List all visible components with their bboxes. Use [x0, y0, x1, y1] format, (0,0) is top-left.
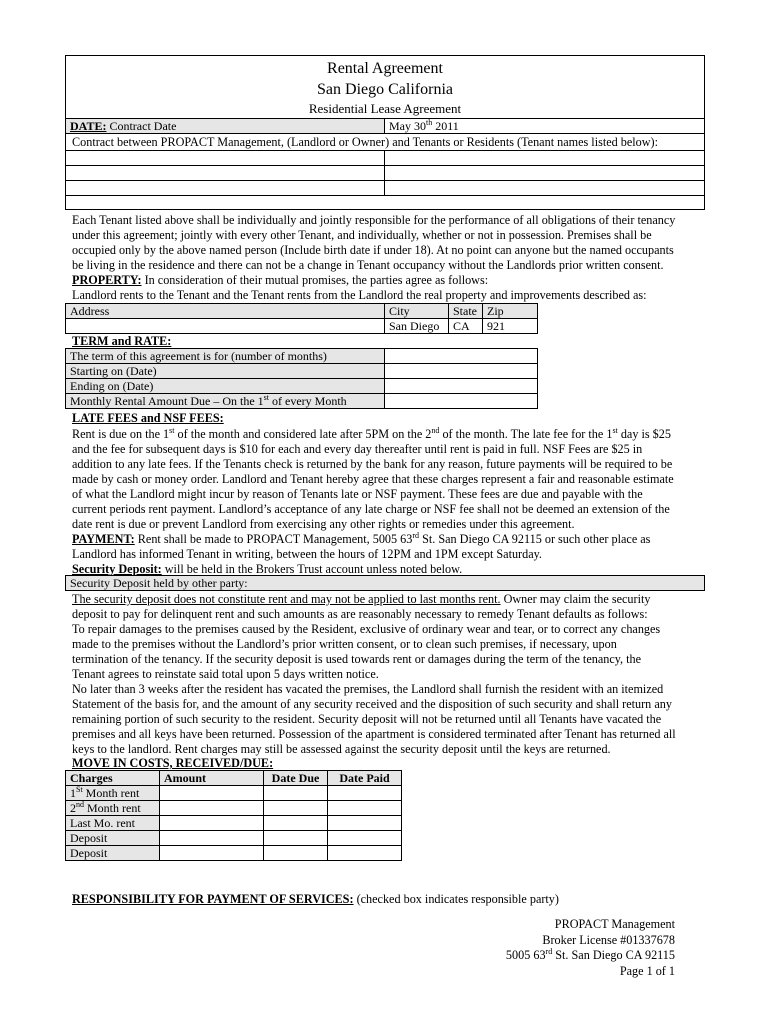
table-row [66, 801, 402, 816]
charge-label: Deposit [66, 846, 160, 861]
zip-header: Zip [483, 304, 538, 319]
late-fees-line: addition to any late fees. If the Tenants check is returned by the bank for any reason, future payments will be required to be [72, 457, 673, 471]
date-due-cell[interactable] [264, 786, 328, 801]
move-in-heading: MOVE IN COSTS, RECEIVED/DUE: [72, 756, 274, 770]
table-row [66, 831, 402, 846]
state-value[interactable]: CA [449, 319, 483, 334]
footer-address: 5005 63rd St. San Diego CA 92115 [505, 946, 675, 962]
end-date-label: Ending on (Date) [66, 379, 385, 394]
late-fees-line: date rent is due or prevent Landlord from exercising any other rights or remedies under this agreement. [72, 517, 575, 531]
date-due-cell[interactable] [264, 801, 328, 816]
monthly-rent-value[interactable] [385, 394, 538, 409]
date-due-cell[interactable] [264, 831, 328, 846]
late-fees-line: current periods rent payment. Landlord’s acceptance of any late charge or NSF fee shall not be deemed an extension of the [72, 502, 670, 516]
charge-label: Last Mo. rent [66, 816, 160, 831]
security-text-line: No later than 3 weeks after the resident has vacated the premises, the Landlord shall furnish the resident with an itemized [72, 682, 664, 696]
start-date-value[interactable] [385, 364, 538, 379]
security-text-line: Statement of the basis for, and the amount of any security received and the disposition of such security and shall return any [72, 697, 672, 711]
security-text-line: remaining portion of such security to the resident. Security deposit will not be returned until all Tenants have vacated the [72, 712, 662, 726]
date-due-cell[interactable] [264, 816, 328, 831]
amount-cell[interactable] [160, 786, 264, 801]
charge-label: 1St Month rent [66, 786, 160, 801]
date-paid-header: Date Paid [328, 771, 402, 786]
tenant-names-table [65, 150, 705, 196]
tenant-name-cell[interactable] [66, 181, 385, 196]
table-row [66, 846, 402, 861]
document-title: Rental Agreement [327, 60, 443, 77]
date-label: DATE: [70, 119, 107, 133]
table-row [66, 786, 402, 801]
date-paid-cell[interactable] [328, 831, 402, 846]
security-text-line: termination of the tenancy. If the security deposit is used towards rent or damages during the term of the tenancy, the [72, 652, 642, 666]
date-paid-cell[interactable] [328, 816, 402, 831]
property-line-2: Landlord rents to the Tenant and the Tenant rents from the Landlord the real property and improvements described as: [72, 288, 647, 302]
late-fees-line: and the fee for subsequent days is $10 for each and every day thereafter until rent is paid in full. NSF Fees are $25 in [72, 442, 643, 456]
footer-page-number: Page 1 of 1 [619, 964, 675, 978]
document-subtitle: San Diego California [317, 81, 453, 98]
security-text-line: made to the premises without the Landlord’s prior written consent, or to clean such premises, if necessary, upon [72, 637, 617, 651]
city-value[interactable]: San Diego [385, 319, 449, 334]
tenant-name-cell[interactable] [385, 151, 705, 166]
date-due-header: Date Due [264, 771, 328, 786]
late-fees-line: made by cash or money order. Landlord and Tenant hereby agree that these charges represent a fair and reasonable estimate [72, 472, 674, 486]
amount-header: Amount [160, 771, 264, 786]
security-text-line: The security deposit does not constitute rent and may not be applied to last months rent. Owner may claim the security [72, 592, 651, 606]
tenant-name-cell[interactable] [385, 166, 705, 181]
term-heading: TERM and RATE: [72, 334, 172, 348]
tenant-paragraph-line: be living in the residence and there can not be a change in Tenant occupancy without the Landlords prior written consent. [72, 258, 664, 272]
security-text-line: deposit to pay for delinquent rent and such amounts as are reasonably necessary to remedy Tenant defaults as follows: [72, 607, 648, 621]
date-label-rest: Contract Date [106, 119, 177, 133]
tenant-name-cell[interactable] [385, 181, 705, 196]
term-table [65, 348, 538, 409]
security-text-line: keys to the landlord. Rent charges may still be assessed against the security deposit until the keys are returned. [72, 742, 611, 756]
tenant-paragraph-line: under this agreement; jointly with every other Tenant, and individually, whether or not in possession. Premises shall be [72, 228, 652, 242]
footer-company: PROPACT Management [554, 917, 675, 931]
zip-value[interactable]: 921 [483, 319, 538, 334]
move-in-table [65, 770, 402, 861]
date-table [65, 118, 705, 134]
security-text-line: Tenant agrees to reinstate said total upon 5 days written notice. [72, 667, 379, 681]
payment-line-2: Landlord has informed Tenant in writing, between the hours of 12PM and 1PM except Saturday. [72, 547, 542, 561]
tenant-name-cell[interactable] [66, 166, 385, 181]
late-fees-line: Rent is due on the 1st of the month and considered late after 5PM on the 2nd of the month. The late fee for the 1st day is $25 [72, 425, 671, 441]
late-fees-line: of what the Landlord might incur by reason of Tenants late or NSF payment. These fees are due and payable with the [72, 487, 643, 501]
security-text-line: To repair damages to the premises caused by the Resident, exclusive of ordinary wear and tear, or to correct any changes [72, 622, 661, 636]
term-months-value[interactable] [385, 349, 538, 364]
address-header: Address [66, 304, 385, 319]
document-type: Residential Lease Agreement [308, 101, 462, 116]
date-paid-cell[interactable] [328, 801, 402, 816]
monthly-rent-label: Monthly Rental Amount Due – On the 1st of every Month [66, 394, 385, 409]
city-header: City [385, 304, 449, 319]
property-heading: PROPERTY: [72, 273, 142, 287]
payment-heading: PAYMENT: [72, 532, 135, 546]
date-paid-cell[interactable] [328, 846, 402, 861]
amount-cell[interactable] [160, 831, 264, 846]
date-paid-cell[interactable] [328, 786, 402, 801]
end-date-value[interactable] [385, 379, 538, 394]
term-months-label: The term of this agreement is for (number of months) [66, 349, 385, 364]
payment-line: PAYMENT: Rent shall be made to PROPACT Management, 5005 63rd St. San Diego CA 92115 or such other place as [72, 530, 651, 546]
date-due-cell[interactable] [264, 846, 328, 861]
responsibility-heading: RESPONSIBILITY FOR PAYMENT OF SERVICES: [72, 892, 354, 906]
charge-label: 2nd Month rent [66, 801, 160, 816]
security-held-label: Security Deposit held by other party: [66, 576, 705, 591]
charge-label: Deposit [66, 831, 160, 846]
tenant-paragraph-line: occupied only by the above named person (Include birth date if under 18). At no point can anyone but the named occupants [72, 243, 674, 257]
security-heading: Security Deposit: [72, 562, 162, 576]
late-fees-heading: LATE FEES and NSF FEES: [72, 411, 224, 425]
amount-cell[interactable] [160, 846, 264, 861]
start-date-label: Starting on (Date) [66, 364, 385, 379]
state-header: State [449, 304, 483, 319]
contract-between: Contract between PROPACT Management, (Landlord or Owner) and Tenants or Residents (Tenant names listed below): [72, 135, 658, 149]
responsibility-line: RESPONSIBILITY FOR PAYMENT OF SERVICES: (checked box indicates responsible party) [72, 892, 559, 906]
property-table [65, 303, 538, 334]
address-value[interactable] [66, 319, 385, 334]
property-line: PROPERTY: In consideration of their mutual promises, the parties agree as follows: [72, 273, 489, 287]
amount-cell[interactable] [160, 801, 264, 816]
security-text-line: premises and all keys have been returned. Possession of the apartment is considered terminated after Tenant has returned all [72, 727, 676, 741]
charges-header: Charges [66, 771, 160, 786]
footer-license: Broker License #01337678 [542, 933, 675, 947]
tenant-name-cell[interactable] [66, 151, 385, 166]
security-held-table [65, 575, 705, 591]
amount-cell[interactable] [160, 816, 264, 831]
table-row [66, 816, 402, 831]
security-line: Security Deposit: will be held in the Brokers Trust account unless noted below. [72, 562, 463, 576]
tenant-paragraph-line: Each Tenant listed above shall be individually and jointly responsible for the performance of all obligations of their tenancy [72, 213, 676, 227]
date-value[interactable]: May 30th 2011 [385, 119, 705, 134]
